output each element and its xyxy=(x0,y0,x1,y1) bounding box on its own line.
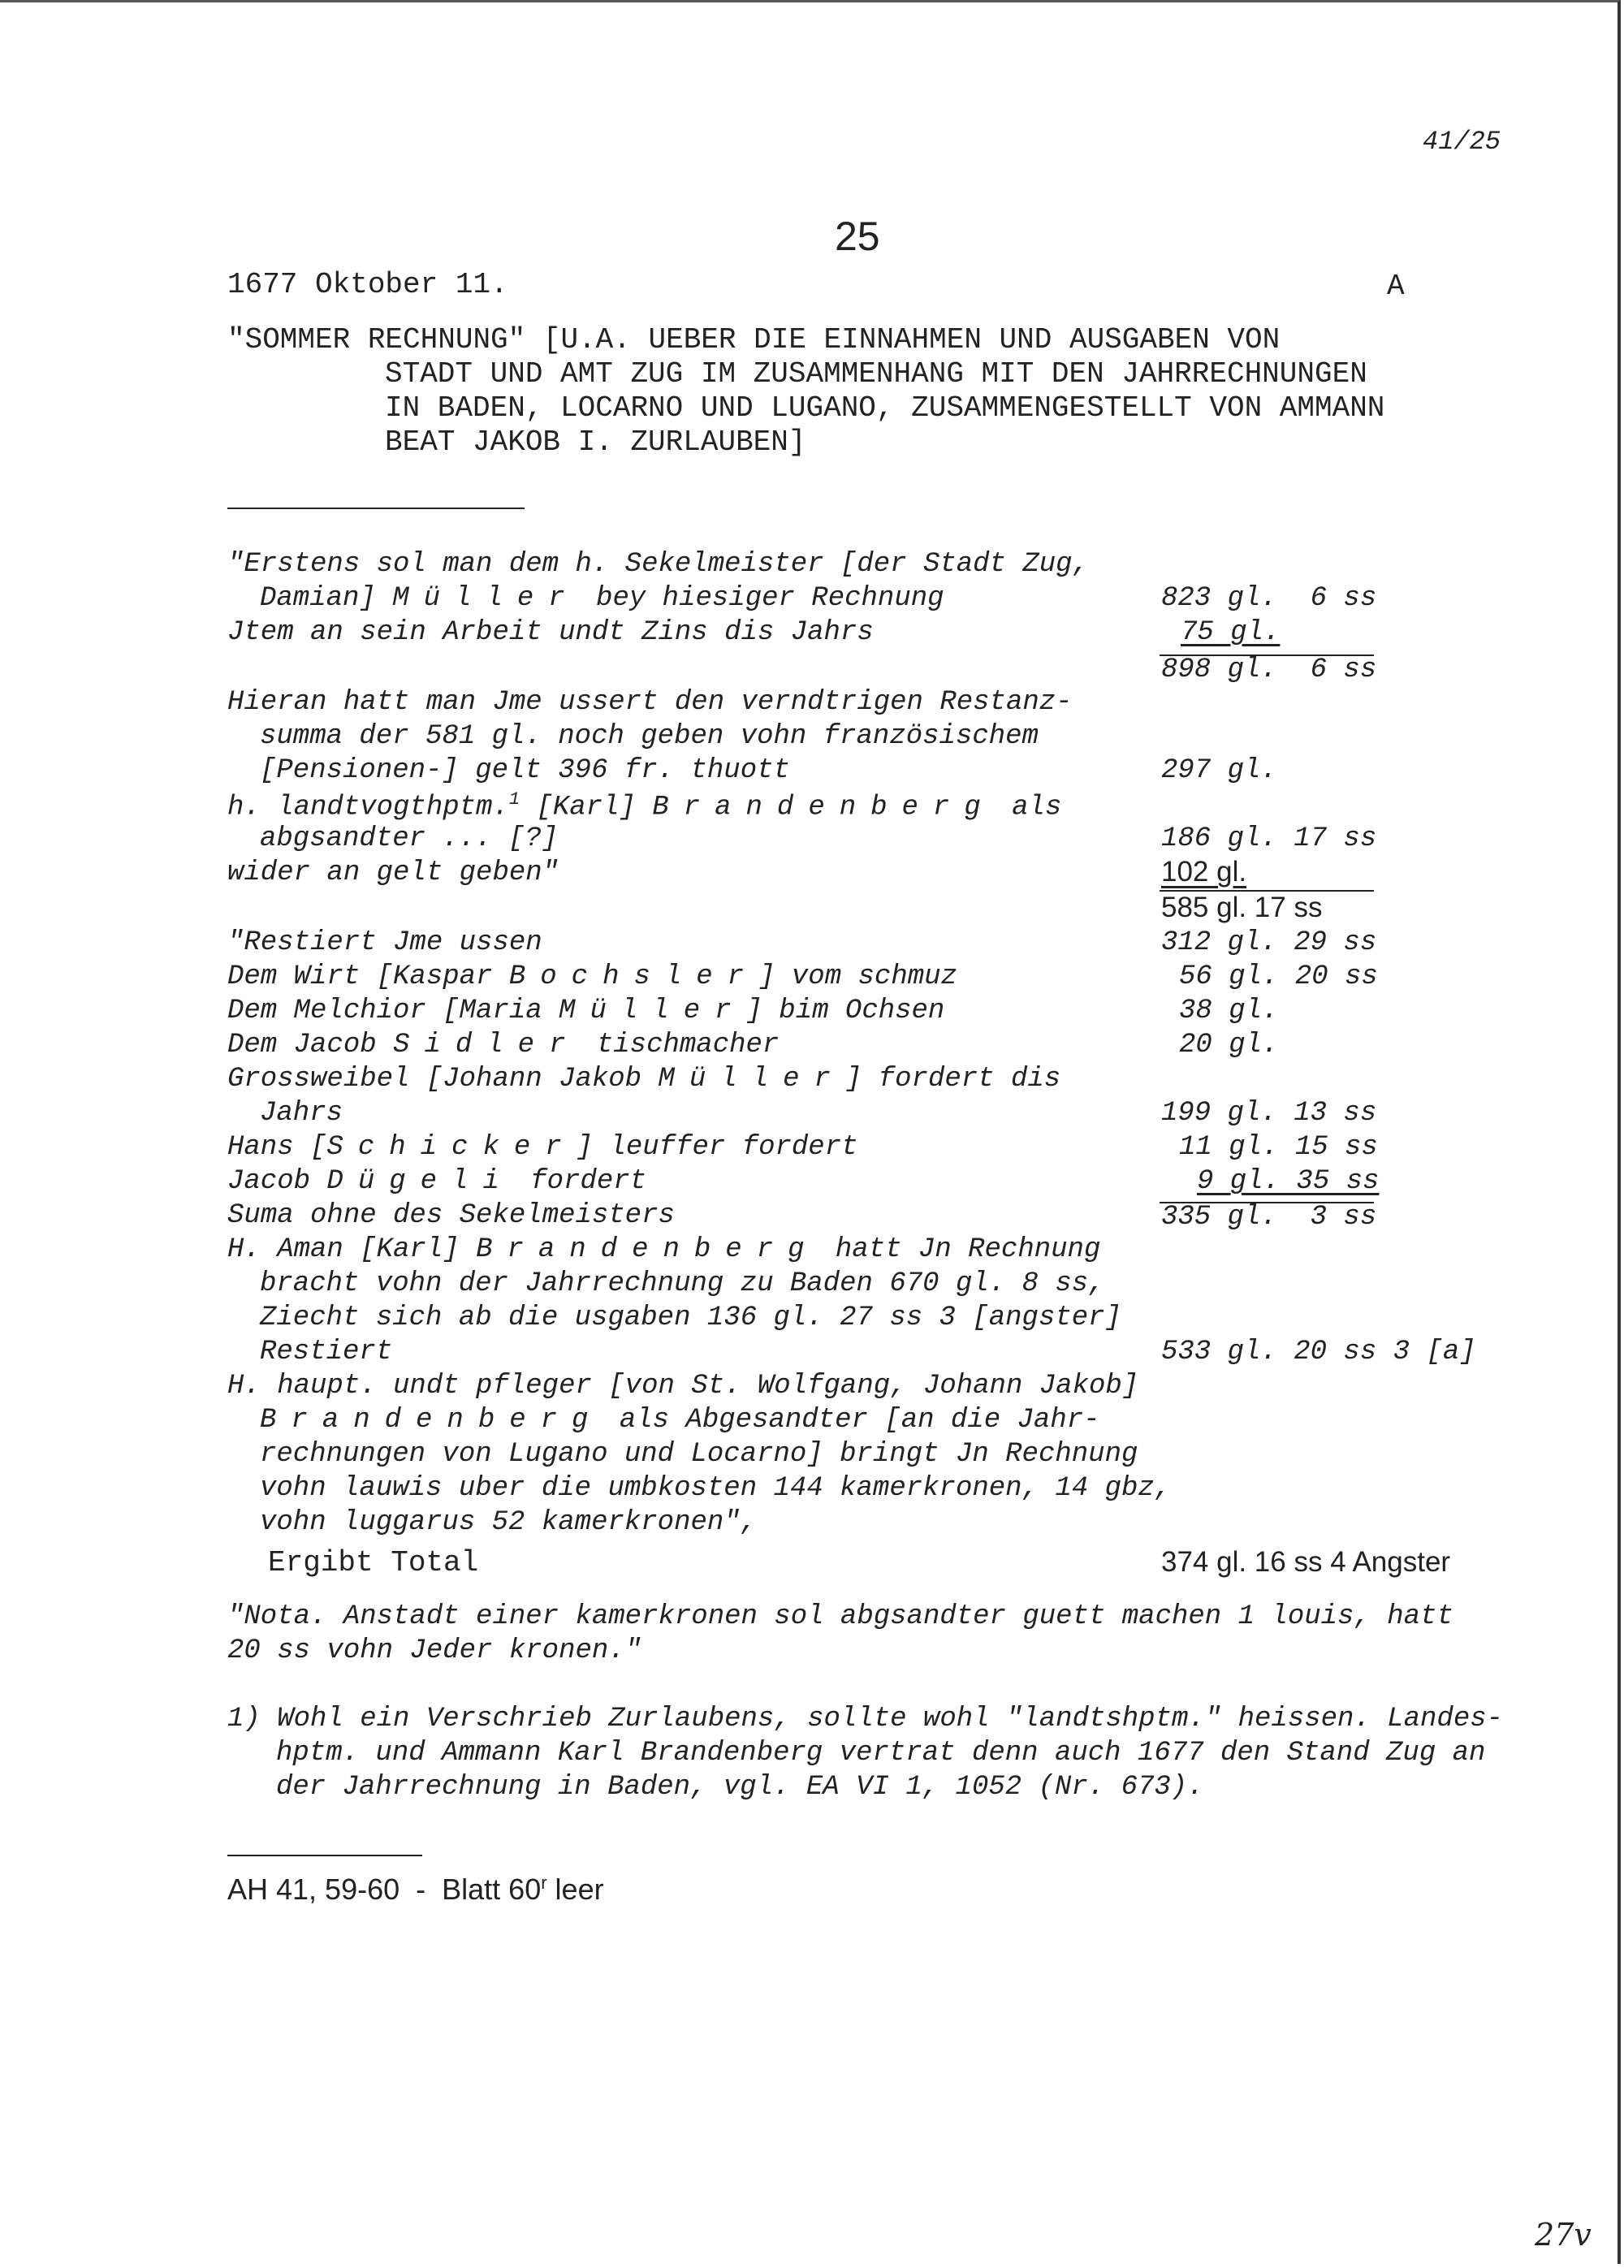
text-line: Jacob Dügeli fordert xyxy=(227,1166,647,1197)
name-spaced: Brandenberg xyxy=(260,1405,603,1436)
amount: 297 gl. xyxy=(1161,755,1277,786)
title-line: IN BADEN, LOCARNO UND LUGANO, ZUSAMMENGESTELLT VON AMMANN xyxy=(385,391,1385,425)
amount: 533 gl. 20 ss 3 [a] xyxy=(1161,1337,1476,1367)
source-reference: AH 41, 59-60 - Blatt 60$^r$ leer xyxy=(227,1873,604,1906)
recto-mark: r xyxy=(541,1873,547,1893)
amount: 312 gl. 29 ss xyxy=(1161,927,1377,958)
amount: 823 gl. 6 ss xyxy=(1161,583,1377,614)
text-line: Brandenberg als Abgesandter [an die Jahr- xyxy=(260,1405,1100,1436)
amount: 11 gl. 15 ss xyxy=(1179,1132,1378,1163)
text-line: abgsandter ... [?] xyxy=(260,823,559,854)
amount: 20 gl. xyxy=(1179,1030,1279,1061)
name-spaced: Müller xyxy=(392,583,580,614)
text-line: H. haupt. undt pfleger [von St. Wolfgang, Johann Jakob] xyxy=(227,1371,1139,1402)
amount-subtotal: 585 gl. 17 ss xyxy=(1161,892,1323,923)
footnote-line: hptm. und Ammann Karl Brandenberg vertrat denn auch 1677 den Stand Zug an xyxy=(276,1738,1486,1769)
text-line: vohn lauwis uber die umbkosten 144 kamerkronen, 14 gbz, xyxy=(260,1473,1172,1504)
amount: 102 gl. xyxy=(1161,856,1247,888)
document-number: 25 xyxy=(835,214,880,259)
amount-subtotal: 898 gl. 6 ss xyxy=(1161,654,1377,685)
text-line: h. landtvogthptm.$^1$ [Karl] Brandenberg als xyxy=(227,789,1062,823)
total-label: Ergibt Total xyxy=(268,1546,479,1579)
amount: 199 gl. 13 ss xyxy=(1161,1098,1377,1129)
page-reference: 41/25 xyxy=(1423,127,1501,157)
footnote-line: der Jahrrechnung in Baden, vgl. EA VI 1, 1052 (Nr. 673). xyxy=(276,1772,1204,1803)
name-spaced: Müller xyxy=(559,996,746,1026)
text-line: "Erstens sol man dem h. Sekelmeister [der Stadt Zug, xyxy=(227,549,1089,580)
text-line: Suma ohne des Sekelmeisters xyxy=(227,1200,675,1231)
name-spaced: Sidler xyxy=(393,1030,581,1061)
amount: 56 gl. 20 ss xyxy=(1179,961,1378,992)
text-line: bracht vohn der Jahrrechnung zu Baden 670 gl. 8 ss, xyxy=(260,1268,1105,1299)
nota-line: 20 ss vohn Jeder kronen." xyxy=(227,1635,642,1666)
text-line: Hans [Schicker] leuffer fordert xyxy=(227,1132,858,1163)
separator-rule xyxy=(227,508,525,509)
text-line: Dem Jacob Sidler tischmacher xyxy=(227,1030,780,1061)
name-spaced: Schicker xyxy=(326,1132,577,1163)
amount-total: 374 gl. 16 ss 4 Angster xyxy=(1161,1546,1451,1578)
text-line: "Restiert Jme ussen xyxy=(227,927,542,958)
text-line: rechnungen von Lugano und Locarno] bringt Jn Rechnung xyxy=(260,1439,1138,1470)
amount: 186 gl. 17 ss xyxy=(1161,823,1377,854)
text-line: vohn luggarus 52 kamerkronen", xyxy=(260,1507,758,1538)
text-line: Damian] Müller bey hiesiger Rechnung xyxy=(260,583,944,614)
name-spaced: Müller xyxy=(658,1064,845,1095)
nota-line: "Nota. Anstadt einer kamerkronen sol abgsandter guett machen 1 louis, hatt xyxy=(227,1601,1453,1632)
text-line: Hieran hatt man Jme ussert den verndtrigen Restanz- xyxy=(227,687,1073,718)
text-line: wider an gelt geben" xyxy=(227,858,559,888)
section-marker: A xyxy=(1387,270,1405,303)
text-line: Jahrs xyxy=(260,1098,343,1129)
name-spaced: Brandenberg xyxy=(476,1234,819,1265)
title-line: BEAT JAKOB I. ZURLAUBEN] xyxy=(385,426,806,459)
text-line: summa der 581 gl. noch geben vohn französischem xyxy=(260,721,1039,752)
text-line: Jtem an sein Arbeit undt Zins dis Jahrs xyxy=(227,617,874,648)
amount: 75 gl. xyxy=(1181,617,1281,648)
text-line: Grossweibel [Johann Jakob Müller] fordert dis xyxy=(227,1064,1061,1095)
text-line: Dem Melchior [Maria Müller] bim Ochsen xyxy=(227,996,945,1026)
footnote-ref: 1 xyxy=(508,789,520,810)
name-spaced: Brandenberg xyxy=(652,792,996,823)
name-spaced: Dügeli xyxy=(326,1166,514,1197)
text-line: Dem Wirt [Kaspar Bochsler] vom schmuz xyxy=(227,961,957,992)
document-date: 1677 Oktober 11. xyxy=(227,268,508,301)
text-line: H. Aman [Karl] Brandenberg hatt Jn Rechnung xyxy=(227,1234,1101,1265)
title-line: "SOMMER RECHNUNG" [U.A. UEBER DIE EINNAHMEN UND AUSGABEN VON xyxy=(227,323,1281,356)
amount-subtotal: 335 gl. 3 ss xyxy=(1161,1202,1377,1233)
archive-mark: 27v xyxy=(1535,2217,1592,2253)
text-line: [Pensionen-] gelt 396 fr. thuott xyxy=(260,755,790,786)
name-spaced: Bochsler xyxy=(508,961,759,992)
text-line: Restiert xyxy=(260,1337,393,1367)
separator-rule xyxy=(227,1855,422,1856)
footnote-line: 1) Wohl ein Verschrieb Zurlaubens, sollte wohl "landtshptm." heissen. Landes- xyxy=(227,1704,1504,1734)
amount: 38 gl. xyxy=(1179,996,1279,1026)
title-line: STADT UND AMT ZUG IM ZUSAMMENHANG MIT DEN JAHRRECHNUNGEN xyxy=(385,357,1367,391)
amount: 9 gl. 35 ss xyxy=(1197,1166,1380,1197)
text-line: Ziecht sich ab die usgaben 136 gl. 27 ss 3 [angster] xyxy=(260,1302,1121,1333)
